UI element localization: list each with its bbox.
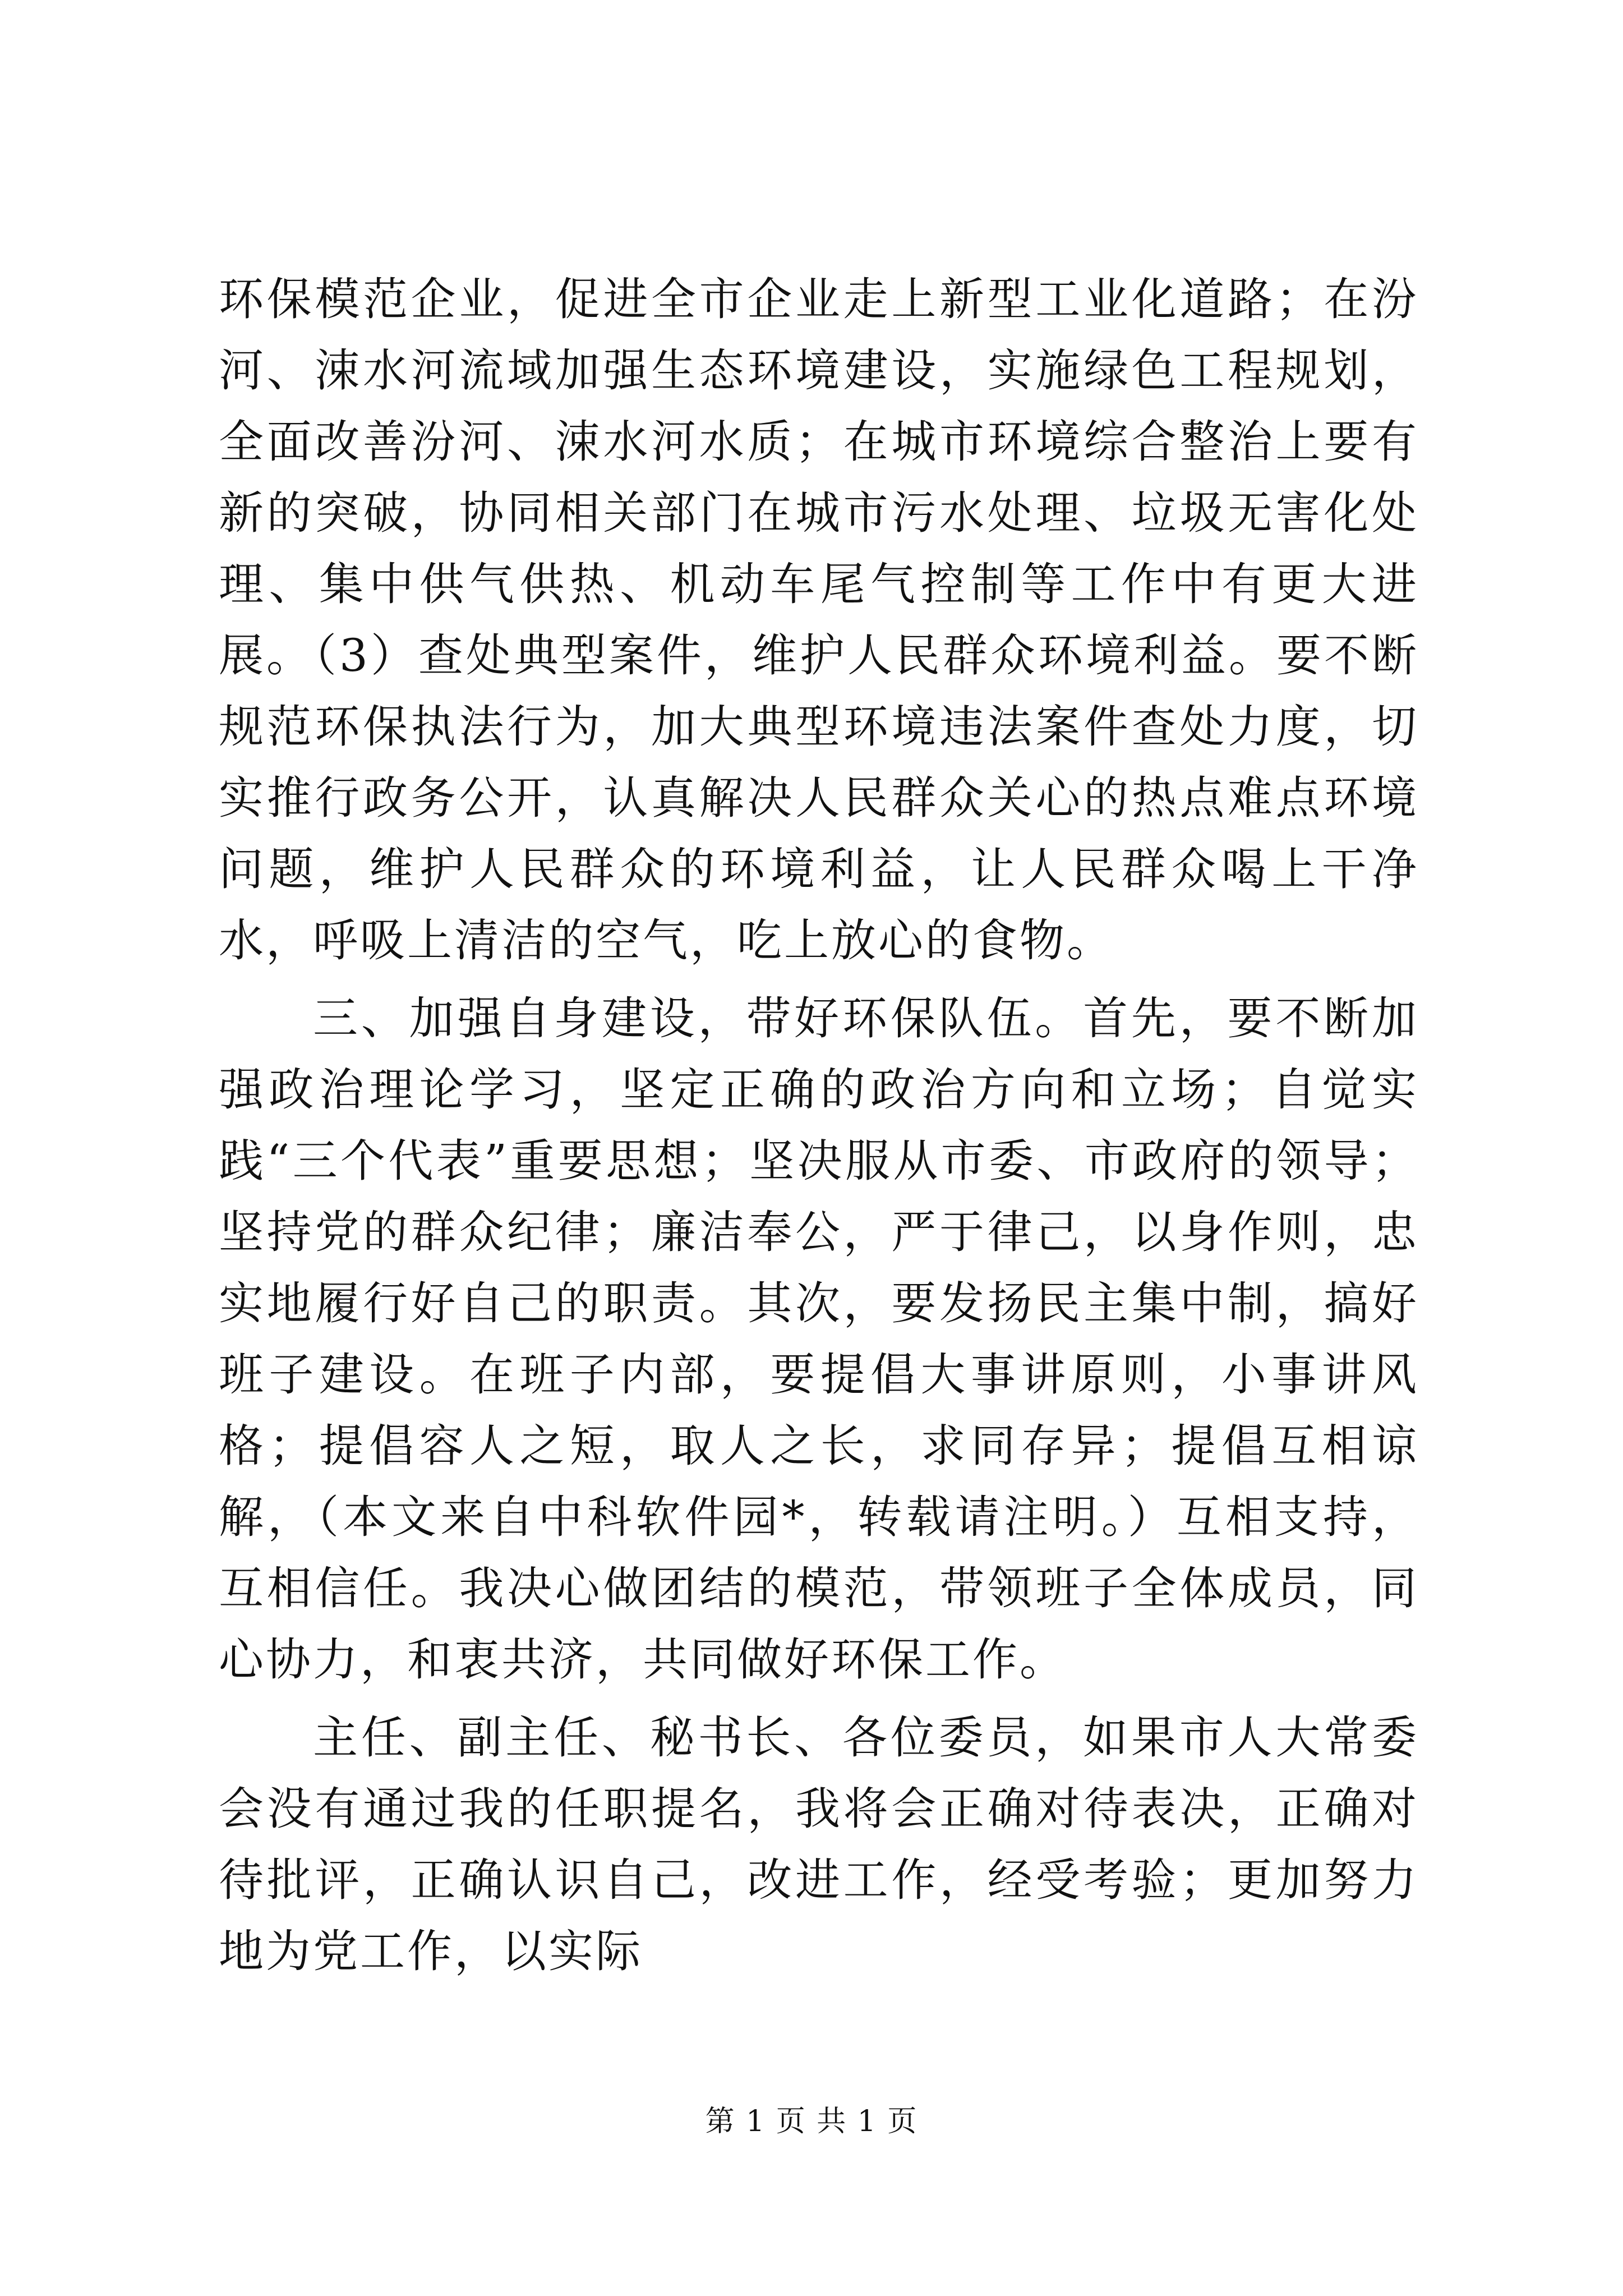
page-number-footer: 第 1 页 共 1 页 (705, 2105, 918, 2138)
document-body (219, 264, 1419, 1987)
paragraph-closing: 主任、副主任、秘书长、各位委员，如果市人大常委会没有通过我的任职提名，我将会正确对待表决，正确对待批评，正确认识自己，改进工作，经受考验；更加努力地为党工作，以实际 (219, 1711, 1419, 1977)
paragraph-section-three: 三、加强自身建设，带好环保队伍。首先，要不断加强政治理论学习，坚定正确的政治方向和立场；自觉实践“三个代表”重要思想；坚决服从市委、市政府的领导；坚持党的群众纪律；廉洁奉公，严于律己，以身作则，忠实地履行好自己的职责。其次，要发扬民主集中制，搞好班子建设。在班子内部，要提倡大事讲原则，小事讲风格；提倡容人之短，取人之长，求同存异；提倡互相谅解，（本文来自中科软件园*，转载请注明。）互相支持，互相信任。我决心做团结的模范，带领班子全体成员，同心协力，和衷共济，共同做好环保工作。 (219, 992, 1419, 1686)
paragraph-continuation: 环保模范企业，促进全市企业走上新型工业化道路；在汾河、涑水河流域加强生态环境建设，实施绿色工程规划，全面改善汾河、涑水河水质；在城市环境综合整治上要有新的突破，协同相关部门在城市污水处理、垃圾无害化处理、集中供气供热、机动车尾气控制等工作中有更大进展。（3）查处典型案件，维护人民群众环境利益。要不断规范环保执法行为，加大典型环境违法案件查处力度，切实推行政务公开，认真解决人民群众关心的热点难点环境问题，维护人民群众的环境利益，让人民群众喝上干净水，呼吸上清洁的空气，吃上放心的食物。 (219, 273, 1419, 967)
